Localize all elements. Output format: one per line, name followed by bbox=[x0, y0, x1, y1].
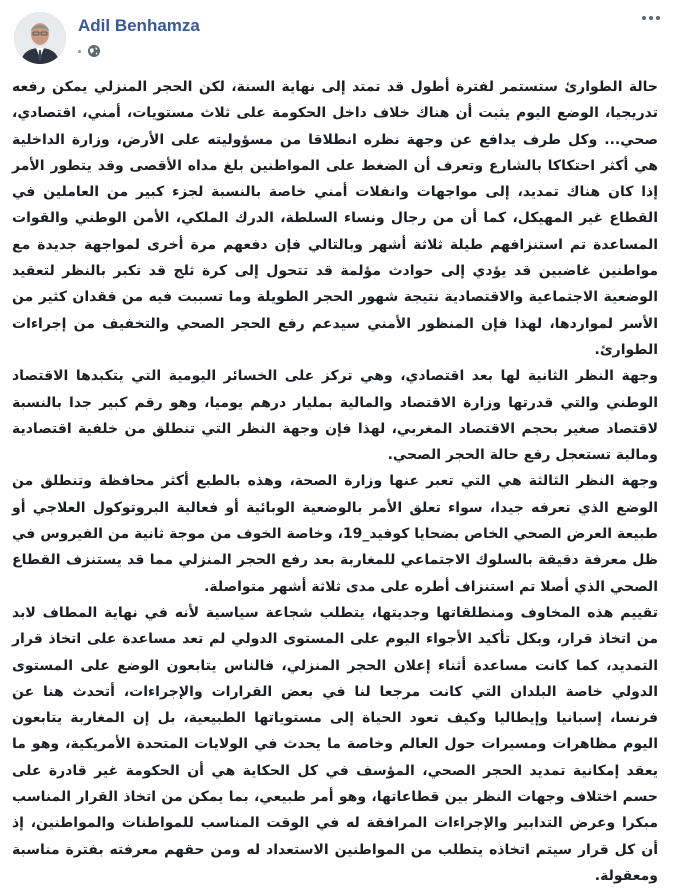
avatar[interactable] bbox=[14, 12, 66, 64]
post-meta bbox=[78, 44, 101, 58]
post-paragraph-4: تقييم هذه المخاوف ومنطلقاتها وجديتها، يتطلب شجاعة سياسية لأنه في نهاية المطاف لابد من اتخاذ قرار، وبكل تأكيد الأجواء اليوم على المستوى الدولي لم تعد مساعدة على اتخاذ قرار التمديد، كما كانت مساعدة أثناء إعلان الحجر المنزلي، فالناس يتابعون الوضع على المستوى الدولي خاصة البلدان التي كانت مرجعا لنا في بعض القرارات والإجراءات، أتحدث هنا عن فرنسا، إسبانيا وإيطاليا وكيف تعود الحياة إلى مستوياتها الطبيعية، بل إن المغاربة يتابعون اليوم مظاهرات ومسيرات حول العالم وخاصة ما يحدث في الولايات المتحدة الأمريكية، وهو ما يعقد إمكانية تمديد الحجر الصحي، المؤسف في كل الحكاية هي أن الحكومة غير قادرة على حسم اختلاف وجهات النظر بين قطاعاتها، وهو أمر طبيعي، بما يمكن من اتخاذ القرار المناسب مبكرا وعرض التدابير والإجراءات المرافقة له في الوقت المناسب للمواطنات والمواطنين، إذ أن كل قرار سيتم اتخاذه يتطلب من المواطنين الاستعداد له ومن حقهم معرفته بفترة مناسبة ومعقولة. bbox=[12, 604, 658, 884]
globe-icon[interactable] bbox=[87, 44, 101, 58]
ellipsis-dot bbox=[656, 16, 660, 20]
profile-photo bbox=[14, 12, 66, 64]
ellipsis-icon[interactable] bbox=[642, 16, 660, 20]
separator-dot bbox=[78, 50, 81, 53]
post-paragraph-3: وجهة النظر الثالثة هي التي تعبر عنها وزارة الصحة، وهذه بالطبع أكثر محافظة وتنطلق من الوضع الذي تعرفه جيدا، سواء تعلق الأمر بالوضعية الوبائية أو فعالية البروتوكول العلاجي أو طبيعة العرض الصحي الخاص بضحايا كوفيد_19، وخاصة الخوف من موجة ثانية من الفيروس في ظل معرفة دقيقة بالسلوك الاجتماعي للمغاربة بعد رفع الحجر المنزلي مما قد يستنزف القطاع الصحي الذي أصلا تم استنزاف أطره على مدى ثلاثة أشهر متواصلة. bbox=[12, 473, 658, 595]
post-paragraph-2: وجهة النظر الثانية لها بعد اقتصادي، وهي تركز على الخسائر اليومية التي يتكبدها الاقتصاد الوطني والتي قدرتها وزارة الاقتصاد والمالية بمليار درهم يوميا، وهو رقم كبير جدا بالنسبة لاقتصاد صغير بحجم الاقتصاد المغربي، لهذا فإن وجهة النظر التي تنطلق من خلفية اقتصادية ومالية تستعجل رفع حالة الحجر الصحي. bbox=[12, 368, 658, 464]
author-name[interactable]: Adil Benhamza bbox=[78, 16, 200, 35]
ellipsis-dot bbox=[642, 16, 646, 20]
post-header bbox=[0, 0, 676, 82]
post-body bbox=[0, 74, 676, 889]
ellipsis-dot bbox=[649, 16, 653, 20]
post-paragraph-1: حالة الطوارئ ستستمر لفترة أطول قد تمتد إلى نهاية السنة، لكن الحجر المنزلي يمكن رفعه تدريجيا، الوضع اليوم يثبت أن هناك خلاف داخل الحكومة على ثلاث مستويات، أمني، اقتصادي، صحي... وكل طرف يدافع عن وجهة نظره انطلاقا من مسؤوليته على الأرض، وزارة الداخلية هي أكثر احتكاكا بالشارع وتعرف أن الضغط على المواطنين بلغ مداه الأقصى وقد يتطور الأمر إذا كان هناك تمديد، إلى مواجهات وانفلات أمني خاصة بالنسبة لجزء كبير من العاملين في القطاع غير المهيكل، كما أن من رجال ونساء السلطة، الدرك الملكي، الأمن الوطني والقوات المساعدة تم استنزافهم طيلة ثلاثة أشهر وبالتالي فإن دفعهم مرة أخرى لمواجهة جديدة مع مواطنين غاضبين قد يؤدي إلى حوادث مؤلمة قد تتحول إلى كرة ثلج قد تكبر بالنظر لتعقيد الوضعية الاجتماعية والاقتصادية نتيجة شهور الحجر الطويلة وما تسببت فيه من فقدان كثير من الأسر لمواردها، لهذا فإن المنظور الأمني سيدعم رفع الحجر الصحي والتخفيف من إجراءات الطوارئ. bbox=[12, 79, 658, 358]
